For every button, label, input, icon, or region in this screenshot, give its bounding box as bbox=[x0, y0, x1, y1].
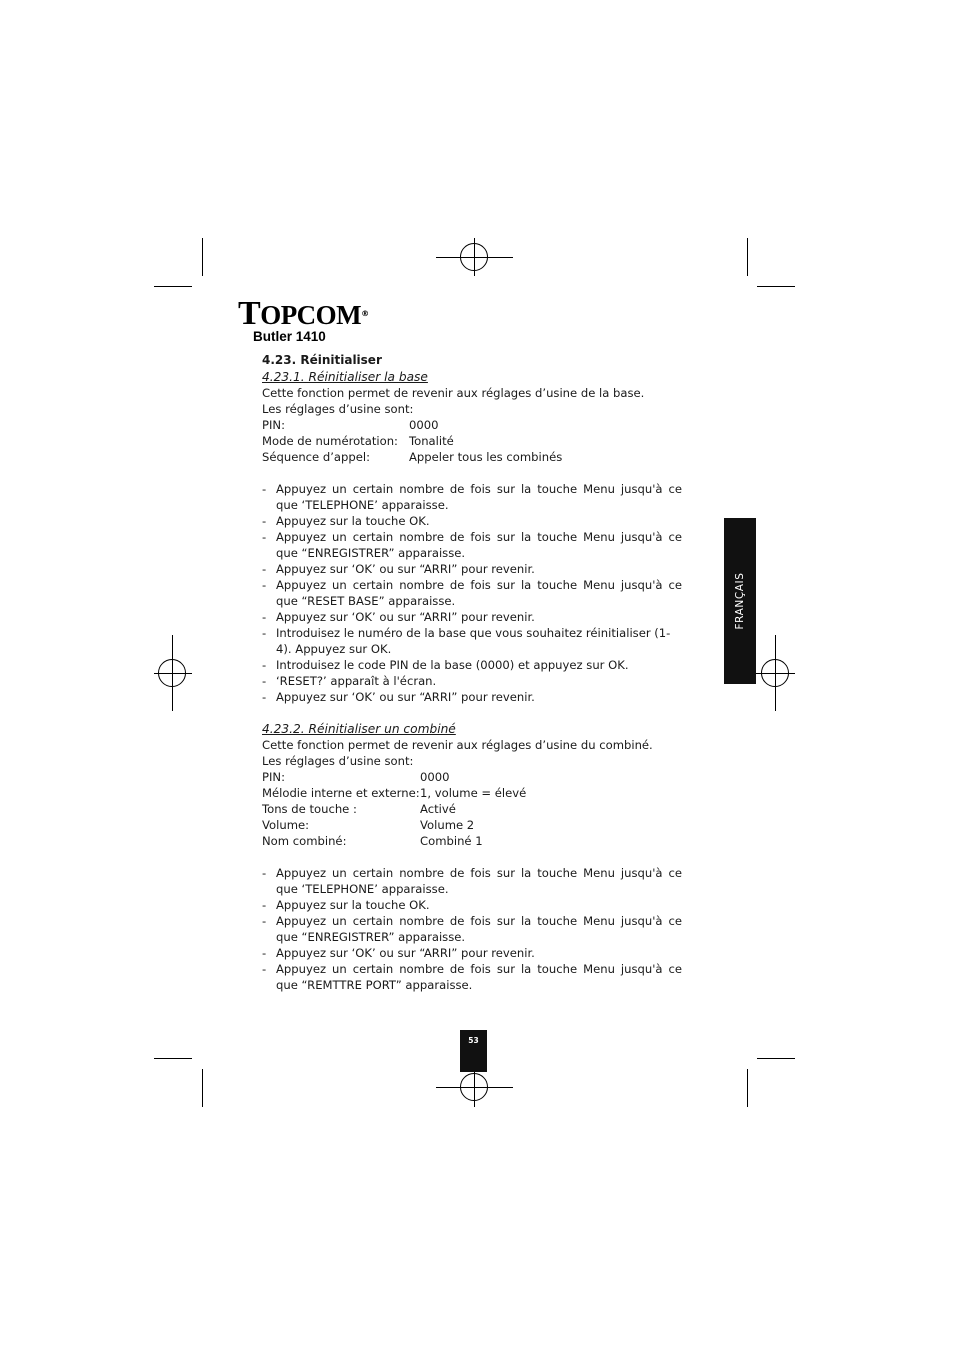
section-title: 4.23. Réinitialiser bbox=[262, 353, 382, 367]
list-item: - Appuyez un certain nombre de fois sur la touche Menu jusqu'à ce que ‘TELEPHONE’ apparaisse. bbox=[262, 866, 682, 896]
intro-text: Cette fonction permet de revenir aux réglages d’usine du combiné. bbox=[262, 738, 653, 752]
list-item: - Appuyez un certain nombre de fois sur la touche Menu jusqu'à ce que “REMTTRE PORT” apparaisse. bbox=[262, 962, 682, 992]
defaults-label: Les réglages d’usine sont: bbox=[262, 402, 414, 416]
list-item: - Appuyez un certain nombre de fois sur la touche Menu jusqu'à ce que “ENREGISTRER” apparaisse. bbox=[262, 914, 682, 944]
list-item: - Appuyez sur ‘OK’ ou sur “ARRI” pour revenir. bbox=[262, 946, 535, 960]
crop-mark-bottom-left-v bbox=[202, 1069, 203, 1107]
defaults-row: Séquence d’appel: Appeler tous les combinés bbox=[262, 450, 563, 464]
list-item: - Appuyez sur ‘OK’ ou sur “ARRI” pour revenir. bbox=[262, 690, 535, 704]
defaults-list bbox=[262, 769, 682, 849]
defaults-row: Mode de numérotation: Tonalité bbox=[262, 434, 454, 448]
defaults-list bbox=[262, 417, 682, 465]
intro-text: Cette fonction permet de revenir aux réglages d’usine de la base. bbox=[262, 386, 645, 400]
list-item: - Appuyez sur la touche OK. bbox=[262, 898, 430, 912]
defaults-row: Tons de touche : Activé bbox=[262, 802, 456, 816]
defaults-row: Mélodie interne et externe: 1, volume = élevé bbox=[262, 786, 527, 800]
list-item: - Appuyez sur ‘OK’ ou sur “ARRI” pour revenir. bbox=[262, 610, 535, 624]
crop-mark-top-right-h bbox=[757, 286, 795, 287]
crop-mark-top-left-v bbox=[202, 238, 203, 276]
brand-header bbox=[238, 295, 369, 344]
crop-mark-bottom-right-h bbox=[757, 1058, 795, 1059]
crop-mark-top-left-h bbox=[154, 286, 192, 287]
subsection-title-base: 4.23.1. Réinitialiser la base bbox=[262, 370, 428, 384]
list-item: - Appuyez sur ‘OK’ ou sur “ARRI” pour revenir. bbox=[262, 562, 535, 576]
steps-list bbox=[262, 481, 682, 705]
defaults-row: PIN: 0000 bbox=[262, 770, 450, 784]
crop-mark-bottom-left-h bbox=[154, 1058, 192, 1059]
crop-mark-bottom-right-v bbox=[747, 1069, 748, 1107]
defaults-row: PIN: 0000 bbox=[262, 418, 439, 432]
language-tab bbox=[724, 518, 756, 684]
crop-mark-top-right-v bbox=[747, 238, 748, 276]
list-item: - Appuyez un certain nombre de fois sur la touche Menu jusqu'à ce que “RESET BASE” apparaisse. bbox=[262, 578, 682, 608]
defaults-row: Volume: Volume 2 bbox=[262, 818, 475, 832]
page-number-box bbox=[460, 1030, 487, 1072]
list-item: - Introduisez le numéro de la base que vous souhaitez réinitialiser (1-4). Appuyez sur OK. bbox=[262, 626, 671, 656]
page-number: 53 bbox=[468, 1036, 479, 1045]
subsection-title-handset: 4.23.2. Réinitialiser un combiné bbox=[262, 722, 456, 736]
defaults-row: Nom combiné: Combiné 1 bbox=[262, 834, 483, 848]
defaults-label: Les réglages d’usine sont: bbox=[262, 754, 414, 768]
model-name: Butler 1410 bbox=[253, 329, 326, 344]
list-item: - Appuyez un certain nombre de fois sur la touche Menu jusqu'à ce que ‘TELEPHONE’ apparaisse. bbox=[262, 482, 682, 512]
language-tab-label: FRANÇAIS bbox=[734, 572, 746, 630]
list-item: - Appuyez un certain nombre de fois sur la touche Menu jusqu'à ce que “ENREGISTRER” apparaisse. bbox=[262, 530, 682, 560]
list-item: - Introduisez le code PIN de la base (0000) et appuyez sur OK. bbox=[262, 658, 629, 672]
page-content bbox=[262, 352, 682, 993]
brand-logo: TOPCOM® bbox=[238, 295, 369, 332]
list-item: - ‘RESET?’ apparaît à l'écran. bbox=[262, 674, 437, 688]
list-item: - Appuyez sur la touche OK. bbox=[262, 514, 430, 528]
steps-list bbox=[262, 865, 682, 993]
